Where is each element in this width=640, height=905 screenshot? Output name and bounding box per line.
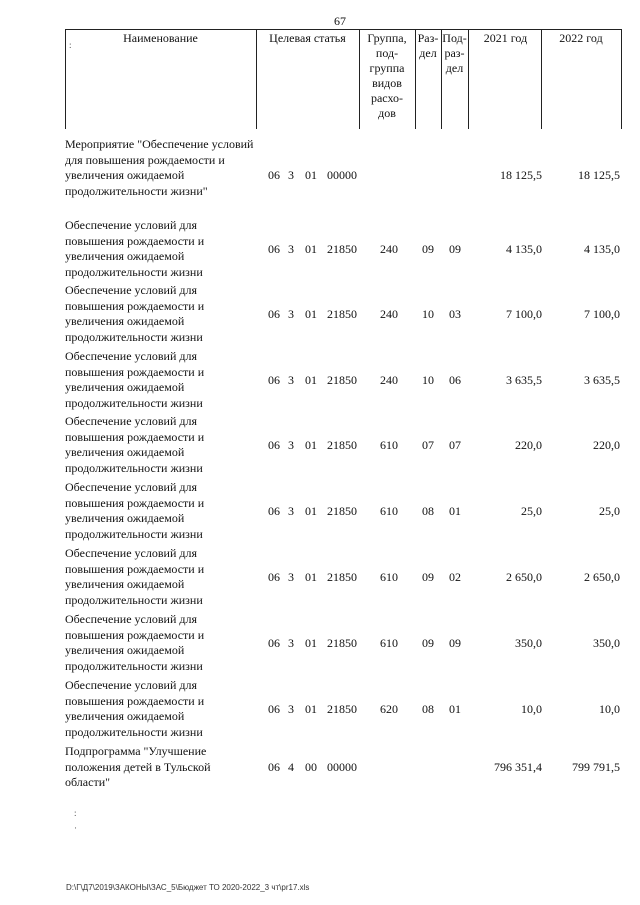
table-row: [65, 546, 622, 608]
header-expense-group-line: расхо-: [370, 91, 404, 105]
header-section: [415, 31, 441, 61]
table-row: [65, 480, 622, 542]
table-header: [65, 29, 622, 129]
target-code-subprogram: 3: [288, 438, 294, 452]
table-row: [65, 612, 622, 674]
amount-2022: 25,0: [599, 504, 620, 518]
amount-2022: 7 100,0: [584, 307, 620, 321]
subsection: 01: [449, 504, 461, 518]
amount-2021: 7 100,0: [506, 307, 542, 321]
header-divider: [468, 29, 469, 129]
amount-2022: 2 650,0: [584, 570, 620, 584]
row-name: Обеспечение условий для повышения рождаемости и увеличения ожидаемой продолжительности жизни: [65, 546, 205, 607]
expense-group: 620: [380, 702, 398, 716]
target-code-direction: 21850: [327, 438, 357, 452]
row-name: Обеспечение условий для повышения рождаемости и увеличения ожидаемой продолжительности жизни: [65, 218, 205, 279]
row-name: Обеспечение условий для повышения рождаемости и увеличения ожидаемой продолжительности жизни: [65, 480, 205, 541]
header-expense-group-line: под-: [375, 46, 399, 60]
scan-speck: :: [74, 808, 77, 818]
target-code-direction: 21850: [327, 373, 357, 387]
row-name: Мероприятие "Обеспечение условий для повышения рождаемости и увеличения ожидаемой продолжительности жизни": [65, 137, 254, 198]
section: 09: [422, 570, 434, 584]
scan-speck: ·: [74, 823, 77, 833]
row-name: Обеспечение условий для повышения рождаемости и увеличения ожидаемой продолжительности жизни: [65, 349, 205, 410]
header-expense-group: [359, 31, 415, 121]
amount-2021: 220,0: [515, 438, 542, 452]
header-name: Наименование: [123, 31, 198, 45]
table-row: [65, 678, 622, 740]
subsection: 09: [449, 242, 461, 256]
target-code-program: 06: [268, 168, 280, 182]
amount-2022: 4 135,0: [584, 242, 620, 256]
target-code-subprogram: 4: [288, 760, 294, 774]
expense-group: 240: [380, 373, 398, 387]
row-name: Обеспечение условий для повышения рождаемости и увеличения ожидаемой продолжительности жизни: [65, 678, 205, 739]
target-code-event: 01: [305, 307, 317, 321]
table-row: [65, 349, 622, 411]
header-expense-group-line: видов: [372, 76, 402, 90]
table-row: [65, 283, 622, 345]
amount-2022: 350,0: [593, 636, 620, 650]
header-target-article: Целевая статья: [269, 31, 346, 45]
target-code-subprogram: 3: [288, 307, 294, 321]
header-top-border: [65, 29, 622, 30]
subsection: 03: [449, 307, 461, 321]
header-year-2022: 2022 год: [559, 31, 603, 45]
subsection: 09: [449, 636, 461, 650]
header-subsection-line: раз-: [444, 46, 465, 60]
section: 09: [422, 636, 434, 650]
expense-group: 610: [380, 438, 398, 452]
target-code-direction: 21850: [327, 702, 357, 716]
target-code-direction: 21850: [327, 504, 357, 518]
target-code-program: 06: [268, 504, 280, 518]
target-code-program: 06: [268, 760, 280, 774]
expense-group: 240: [380, 307, 398, 321]
amount-2022: 3 635,5: [584, 373, 620, 387]
header-subsection: [441, 31, 468, 76]
target-code-subprogram: 3: [288, 373, 294, 387]
amount-2021: 2 650,0: [506, 570, 542, 584]
section: 10: [422, 373, 434, 387]
target-code-event: 01: [305, 168, 317, 182]
amount-2022: 10,0: [599, 702, 620, 716]
amount-2021: 3 635,5: [506, 373, 542, 387]
header-section-line: дел: [419, 46, 437, 60]
target-code-event: 01: [305, 438, 317, 452]
amount-2021: 25,0: [521, 504, 542, 518]
header-expense-group-line: группа: [369, 61, 405, 75]
target-code-subprogram: 3: [288, 168, 294, 182]
section: 10: [422, 307, 434, 321]
row-name: Обеспечение условий для повышения рождаемости и увеличения ожидаемой продолжительности жизни: [65, 414, 205, 475]
amount-2022: 220,0: [593, 438, 620, 452]
target-code-subprogram: 3: [288, 504, 294, 518]
target-code-direction: 21850: [327, 242, 357, 256]
expense-group: 610: [380, 570, 398, 584]
table-row: [65, 744, 622, 791]
page-number: 67: [334, 14, 346, 28]
header-subsection-line: дел: [445, 61, 464, 75]
subsection: 01: [449, 702, 461, 716]
file-path-footer: D:\Г\Д7\2019\ЗАКОНЫ\ЗАС_5\Бюджет ТО 2020-2022_3 чт\pr17.xls: [66, 883, 310, 892]
table-row: [65, 218, 622, 280]
table-row: [65, 414, 622, 476]
subsection: 07: [449, 438, 461, 452]
target-code-direction: 21850: [327, 307, 357, 321]
header-expense-group-line: дов: [378, 106, 396, 120]
expense-group: 610: [380, 504, 398, 518]
subsection: 06: [449, 373, 461, 387]
header-section-line: Раз-: [417, 31, 439, 45]
target-code-event: 00: [305, 760, 317, 774]
target-code-subprogram: 3: [288, 242, 294, 256]
table-row: [65, 137, 622, 215]
target-code-program: 06: [268, 702, 280, 716]
target-code-subprogram: 3: [288, 702, 294, 716]
expense-group: 610: [380, 636, 398, 650]
section: 07: [422, 438, 434, 452]
target-code-event: 01: [305, 636, 317, 650]
target-code-subprogram: 3: [288, 570, 294, 584]
target-code-direction: 21850: [327, 636, 357, 650]
target-code-program: 06: [268, 438, 280, 452]
section: 08: [422, 504, 434, 518]
amount-2021: 4 135,0: [506, 242, 542, 256]
target-code-direction: 00000: [327, 760, 357, 774]
target-code-event: 01: [305, 504, 317, 518]
row-name: Подпрограмма "Улучшение положения детей в Тульской области": [65, 744, 211, 789]
header-expense-group-line: Группа,: [367, 31, 407, 45]
target-code-event: 01: [305, 242, 317, 256]
amount-2021: 18 125,5: [500, 168, 542, 182]
target-code-program: 06: [268, 307, 280, 321]
expense-group: 240: [380, 242, 398, 256]
target-code-direction: 21850: [327, 570, 357, 584]
amount-2021: 10,0: [521, 702, 542, 716]
target-code-subprogram: 3: [288, 636, 294, 650]
target-code-direction: 00000: [327, 168, 357, 182]
row-name: Обеспечение условий для повышения рождаемости и увеличения ожидаемой продолжительности жизни: [65, 612, 205, 673]
target-code-program: 06: [268, 570, 280, 584]
amount-2021: 796 351,4: [494, 760, 542, 774]
header-divider: [621, 29, 622, 129]
target-code-program: 06: [268, 636, 280, 650]
target-code-event: 01: [305, 373, 317, 387]
section: 08: [422, 702, 434, 716]
header-subsection-line: Под-: [442, 31, 467, 45]
scan-speck: :: [69, 40, 72, 50]
header-year-2021: 2021 год: [483, 31, 528, 45]
target-code-event: 01: [305, 570, 317, 584]
target-code-program: 06: [268, 242, 280, 256]
amount-2022: 18 125,5: [578, 168, 620, 182]
section: 09: [422, 242, 434, 256]
amount-2022: 799 791,5: [572, 760, 620, 774]
amount-2021: 350,0: [515, 636, 542, 650]
target-code-event: 01: [305, 702, 317, 716]
subsection: 02: [449, 570, 461, 584]
row-name: Обеспечение условий для повышения рождаемости и увеличения ожидаемой продолжительности жизни: [65, 283, 205, 344]
target-code-program: 06: [268, 373, 280, 387]
